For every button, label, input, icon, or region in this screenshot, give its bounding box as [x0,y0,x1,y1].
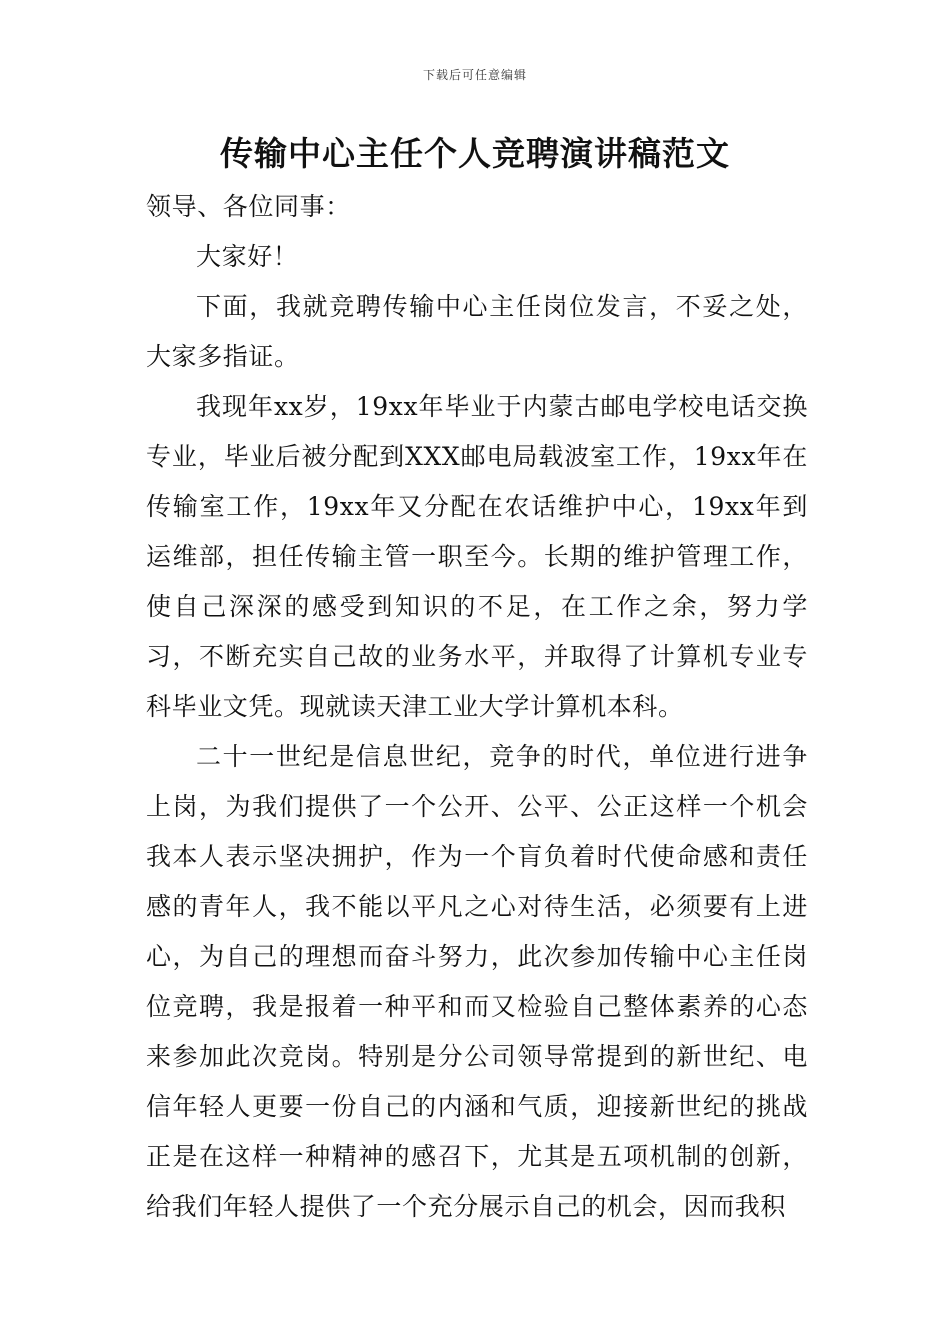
salutation: 领导、各位同事： [146,192,351,221]
document-body [146,182,808,1232]
header-note: 下载后可任意编辑 [422,68,527,82]
document-title: 传输中心主任个人竞聘演讲稿范文 [220,134,730,173]
paragraph-intro: 下面，我就竞聘传输中心主任岗位发言，不妥之处，大家多指证。 [146,292,808,371]
paragraph-background: 我现年xx岁，19xx年毕业于内蒙古邮电学校电话交换专业，毕业后被分配到XXX邮电局载波室工作，19xx年在传输室工作，19xx年又分配在农话维护中心，19xx年到运维部，担任传输主管一职至今。长期的维护管理工作，使自己深深的感受到知识的不足，在工作之余，努力学习，不断充实自己故的业务水平，并取得了计算机专业专科毕业文凭。现就读天津工业大学计算机本科。 [146,392,808,721]
paragraph-greeting: 大家好！ [196,242,299,271]
paragraph-motivation: 二十一世纪是信息世纪，竞争的时代，单位进行进争上岗，为我们提供了一个公开、公平、公正这样一个机会我本人表示坚决拥护，作为一个肓负着时代使命感和责任感的青年人，我不能以平凡之心对待生活，必须要有上进心，为自己的理想而奋斗努力，此次参加传输中心主任岗位竞聘，我是报着一种平和而又检验自己整体素养的心态来参加此次竞岗。特别是分公司领导常提到的新世纪、电信年轻人更要一份自己的内涵和气质，迎接新世纪的挑战正是在这样一种精神的感召下，尤其是五项机制的创新，给我们年轻人提供了一个充分展示自己的机会，因而我积 [146,742,808,1221]
